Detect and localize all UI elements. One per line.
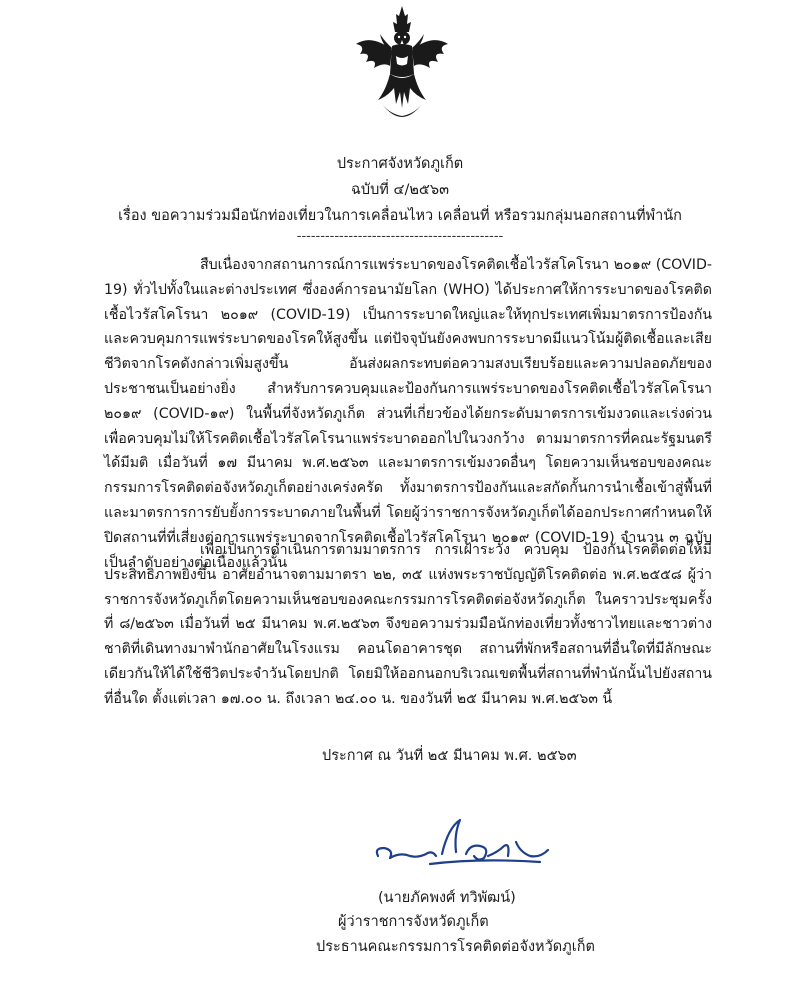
- signer-role: ประธานคณะกรรมการโรคติดต่อจังหวัดภูเก็ต: [316, 939, 595, 955]
- announcement-subject: เรื่อง ขอความร่วมมือนักท่องเที่ยวในการเคลื่อนไหว เคลื่อนที่ หรือรวมกลุ่มนอกสถานที่พำนัก: [118, 208, 682, 224]
- divider-line: --------------------------------------------: [296, 229, 504, 244]
- announcement-title: ประกาศจังหวัดภูเก็ต: [336, 156, 464, 172]
- announcement-date: ประกาศ ณ วันที่ ๒๕ มีนาคม พ.ศ. ๒๕๖๓: [322, 748, 577, 764]
- body-paragraph-2: เพื่อเป็นการดำเนินการตามมาตรการ การเฝ้าระวัง ควบคุม ป้องกันโรคติดต่อให้มีประสิทธิภาพยิ่งขึ้น อาศัยอำนาจตามมาตรา ๒๒, ๓๕ แห่งพระราชบัญญัติโรคติดต่อ พ.ศ.๒๕๕๘ ผู้ว่าราชการจังหวัดภูเก็ตโดยความเห็นชอบของคณะกรรมการโรคติดต่อจังหวัดภูเก็ต ในคราวประชุมครั้งที่ ๘/๒๕๖๓ เมื่อวันที่ ๒๕ มีนาคม พ.ศ.๒๕๖๓ จึงขอความร่วมมือนักท่องเที่ยวทั้งชาวไทยและชาวต่างชาติที่เดินทางมาพำนักอาศัยในโรงแรม คอนโดอาคารชุด สถานที่พักหรือสถานที่อื่นใดที่มีลักษณะเดียวกันให้ได้ใช้ชีวิตประจำวันโดยปกติ โดยมิให้ออกนอกบริเวณเขตพื้นที่สถานที่พำนักนั้นไปยังสถานที่อื่นใด ตั้งแต่เวลา ๑๗.๐๐ น. ถึงเวลา ๒๔.๐๐ น. ของวันที่ ๒๕ มีนาคม พ.ศ.๒๕๖๓ นี้: [104, 542, 712, 707]
- signer-position: ผู้ว่าราชการจังหวัดภูเก็ต: [338, 914, 489, 930]
- garuda-emblem-icon: [352, 4, 452, 130]
- announcement-number: ฉบับที่ ๔/๒๕๖๓: [351, 182, 449, 198]
- signer-name: (นายภัคพงศ์ ทวิพัฒน์): [378, 890, 516, 906]
- body-paragraph-1: สืบเนื่องจากสถานการณ์การแพร่ระบาดของโรคติดเชื้อไวรัสโคโรนา ๒๐๑๙ (COVID-19) ทั่วไปทั้งในและต่างประเทศ ซึ่งองค์การอนามัยโลก (WHO) ได้ประกาศให้การระบาดของโรคติดเชื้อไวรัสโคโรนา ๒๐๑๙ (COVID-19) เป็นการระบาดใหญ่และให้ทุกประเทศเพิ่มมาตรการป้องกันและควบคุมการแพร่ระบาดของโรคให้สูงขึ้น แต่ปัจจุบันยังคงพบการระบาดมีแนวโน้มผู้ติดเชื้อและเสียชีวิตจากโรคดังกล่าวเพิ่มสูงขึ้น อันส่งผลกระทบต่อความสงบเรียบร้อยและความปลอดภัยของประชาชนเป็นอย่างยิ่ง สำหรับการควบคุมและป้องกันการแพร่ระบาดของโรคติดเชื้อไวรัสโคโรนา ๒๐๑๙ (COVID-๑๙) ในพื้นที่จังหวัดภูเก็ต ส่วนที่เกี่ยวข้องได้ยกระดับมาตรการเข้มงวดและเร่งด่วน เพื่อควบคุมไม่ให้โรคติดเชื้อไวรัสโคโรนาแพร่ระบาดออกไปในวงกว้าง ตามมาตรการที่คณะรัฐมนตรีได้มีมติ เมื่อวันที่ ๑๗ มีนาคม พ.ศ.๒๕๖๓ และมาตรการเข้มงวดอื่นๆ โดยความเห็นชอบของคณะกรรมการโรคติดต่อจังหวัดภูเก็ตอย่างเคร่งครัด ทั้งมาตรการป้องกันและสกัดกั้นการนำเชื้อเข้าสู่พื้นที่ และมาตรการการยับยั้งการระบาดภายในพื้นที่ โดยผู้ว่าราชการจังหวัดภูเก็ตได้ออกประกาศกำหนดให้ปิดสถานที่ที่เสี่ยงต่อการแพร่ระบาดจากโรคติดเชื้อไวรัสโคโรนา ๒๐๑๙ (COVID-19) จำนวน ๓ ฉบับ เป็นลำดับอย่างต่อเนื่องแล้วนั้น: [104, 257, 712, 571]
- signature-icon: [370, 812, 570, 872]
